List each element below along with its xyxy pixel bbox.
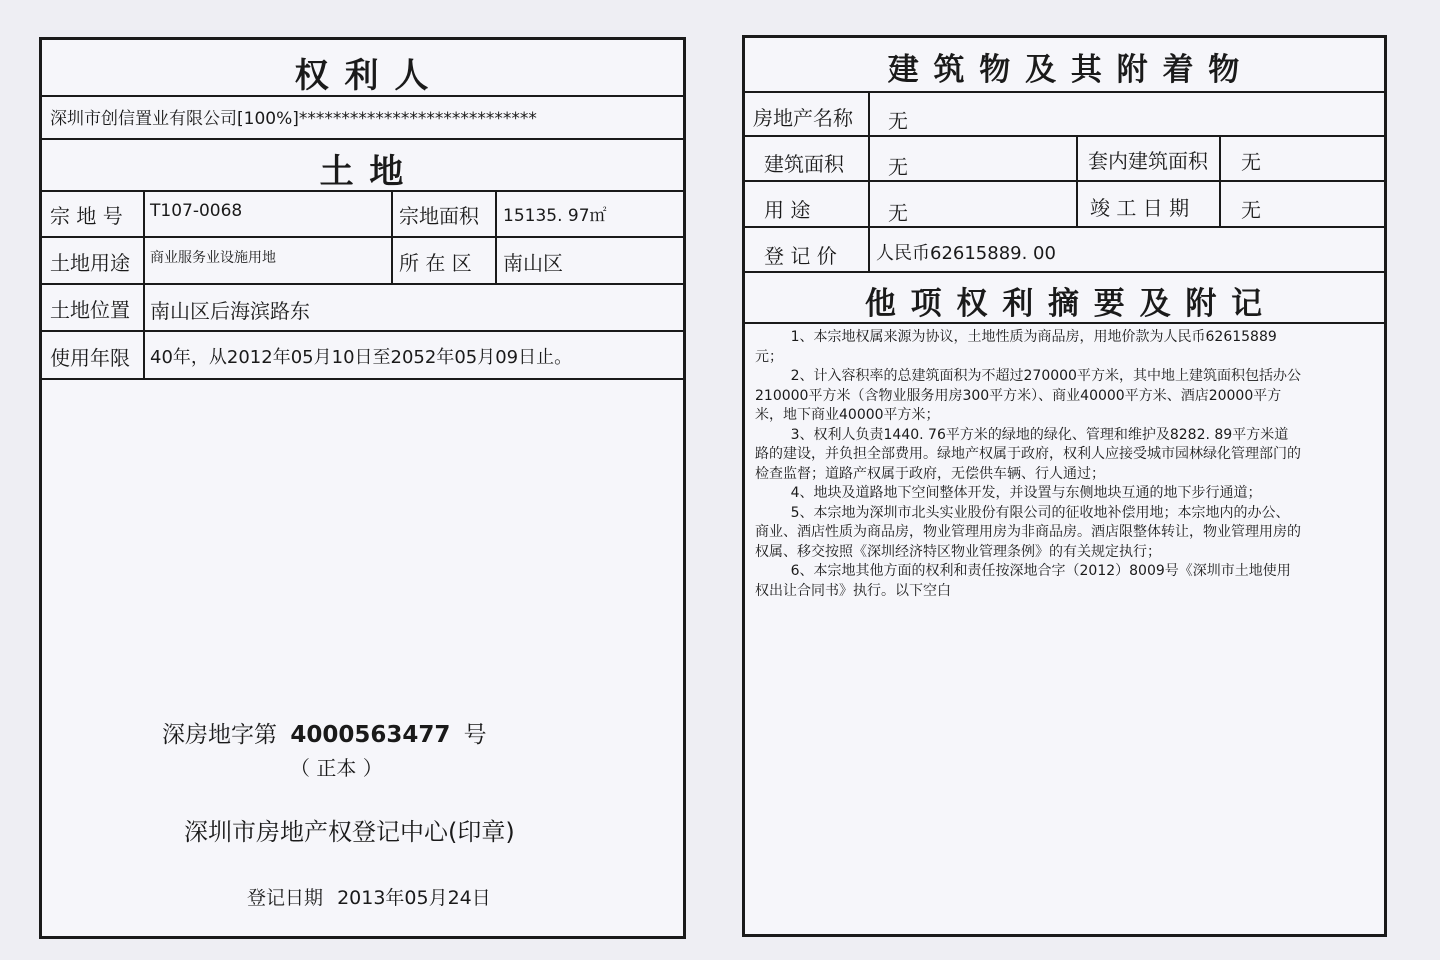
- col-divider: [1076, 135, 1078, 226]
- cert-prefix: 深房地字第: [162, 722, 277, 748]
- row-divider: [745, 226, 1384, 228]
- divider: [42, 95, 683, 97]
- notes-section-title: 他 项 权 利 摘 要 及 附 记: [864, 286, 1265, 322]
- use-label: 用 途: [764, 198, 811, 222]
- property-name-value: 无: [888, 109, 908, 133]
- parcel-area-value: 15135. 97㎡: [503, 206, 607, 226]
- col-divider: [495, 190, 497, 283]
- land-info-table: [42, 190, 683, 380]
- land-use-label: 土地用途: [50, 251, 130, 275]
- owner-name: 深圳市创信置业有限公司[100%]****************************: [50, 109, 537, 129]
- completion-label: 竣 工 日 期: [1090, 196, 1190, 220]
- row-divider: [745, 135, 1384, 137]
- row-divider: [745, 180, 1384, 182]
- divider: [42, 138, 683, 140]
- inner-area-label: 套内建筑面积: [1088, 149, 1208, 173]
- col-divider: [143, 190, 145, 380]
- row-divider: [42, 236, 683, 238]
- district-value: 南山区: [503, 251, 563, 275]
- col-divider: [391, 190, 393, 283]
- col-divider: [1219, 135, 1221, 226]
- reg-date-value: 2013年05月24日: [337, 887, 491, 909]
- row-divider: [42, 330, 683, 332]
- district-label: 所 在 区: [399, 251, 472, 275]
- completion-value: 无: [1241, 198, 1261, 222]
- floor-area-value: 无: [888, 155, 908, 179]
- row-divider: [42, 283, 683, 285]
- certificate-number: [162, 716, 487, 749]
- land-section-title: 土 地: [319, 152, 406, 192]
- reg-price-value: 人民币62615889. 00: [876, 243, 1056, 264]
- location-value: 南山区后海滨路东: [150, 299, 310, 323]
- term-value: 40年，从2012年05月10日至2052年05月09日止。: [150, 347, 573, 368]
- parcel-area-label: 宗地面积: [399, 204, 479, 228]
- floor-area-label: 建筑面积: [764, 152, 844, 176]
- notes-body: 1、本宗地权属来源为协议，土地性质为商品房，用地价款为人民币62615889元； 2、计入容积率的总建筑面积为不超过270000平方米，其中地上建筑面积包括办公210000平方米（含物业服务用房300平方米）、商业40000平方米、酒店20000平方米，地下商业40000平方米； 3、权利人负责1440. 76平方米的绿地的绿化、管理和维护及8282. 89平方米道路的建设，并负担全部费用。绿地产权属于政府，权利人应接受城市园林绿化管理部门的检查监督；道路产权属于政府，无偿供车辆、行人通过； 4、地块及道路地下空间整体开发，并设置与东侧地块互通的地下步行通道； 5、本宗地为深圳市北头实业股份有限公司的征收地补偿用地；本宗地内的办公、商业、酒店性质为商品房，物业管理用房为非商品房。酒店限整体转让，物业管理用房的权属、移交按照《深圳经济特区物业管理条例》的有关规定执行； 6、本宗地其他方面的权利和责任按深地合字（2012）8009号《深圳市土地使用权出让合同书》执行。以下空白: [755, 329, 1301, 599]
- property-name-label: 房地产名称: [753, 106, 853, 130]
- row-divider: [745, 271, 1384, 273]
- registration-date: [247, 883, 491, 910]
- issuer: 深圳市房地产权登记中心(印章): [184, 818, 515, 846]
- owner-section-title: 权 利 人: [294, 56, 431, 96]
- use-value: 无: [888, 201, 908, 225]
- building-section-title: 建 筑 物 及 其 附 着 物: [887, 52, 1242, 88]
- right-page: [742, 35, 1387, 937]
- inner-area-value: 无: [1241, 150, 1261, 174]
- reg-date-label: 登记日期: [247, 887, 324, 909]
- row-divider: [42, 378, 683, 380]
- parcel-no-label: 宗 地 号: [50, 204, 123, 228]
- building-info-table: [745, 91, 1384, 273]
- divider: [745, 322, 1384, 324]
- term-label: 使用年限: [50, 346, 130, 370]
- left-page: [39, 37, 686, 939]
- parcel-no-value: T107-0068: [150, 201, 243, 221]
- cert-suffix: 号: [463, 722, 487, 748]
- reg-price-label: 登 记 价: [764, 244, 837, 268]
- cert-number: 4000563477: [290, 722, 451, 748]
- land-use-value: 商业服务业设施用地: [150, 250, 276, 266]
- col-divider: [868, 91, 870, 273]
- copy-type: （ 正本 ）: [290, 756, 383, 780]
- location-label: 土地位置: [50, 298, 130, 322]
